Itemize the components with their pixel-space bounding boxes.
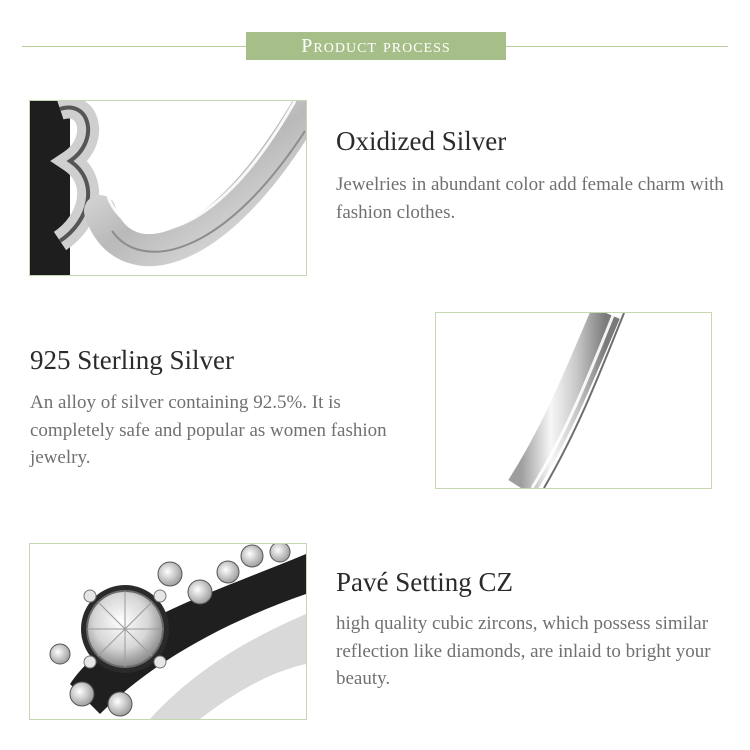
pave-setting-description: high quality cubic zircons, which possess similar reflection like diamonds, are inlaid to bright your beauty. [336, 613, 711, 689]
sterling-silver-heading: 925 Sterling Silver [30, 345, 234, 375]
oxidized-silver-heading: Oxidized Silver [336, 126, 507, 156]
oxidized-silver-description: Jewelries in abundant color add female charm with fashion clothes. [336, 174, 724, 223]
section-title: Product process [246, 32, 506, 60]
sterling-silver-band-photo [435, 312, 712, 489]
header-rule-right [506, 46, 728, 47]
pave-cz-ring-photo [29, 543, 307, 720]
sterling-silver-description: An alloy of silver containing 92.5%. It is completely safe and popular as women fashion jewelry. [30, 392, 387, 468]
oxidized-silver-ring-photo [29, 100, 307, 276]
header-rule-left [22, 46, 246, 47]
pave-setting-heading: Pavé Setting CZ [336, 567, 513, 597]
